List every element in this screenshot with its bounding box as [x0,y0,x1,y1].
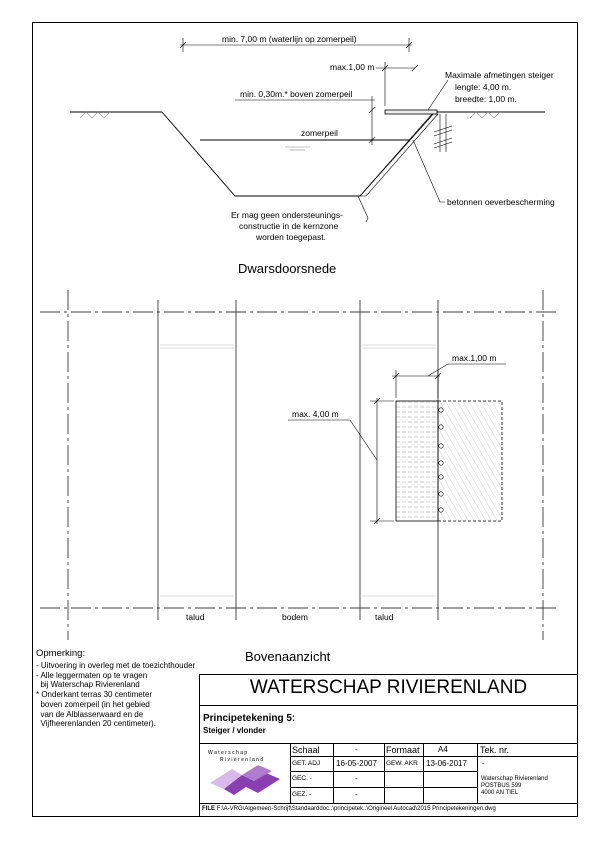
dim-min7-label: min. 7,00 m (waterlijn op zomerpeil) [222,34,357,44]
pile-symbol [434,114,452,152]
remark-line: van de Alblasserwaard en de [36,709,144,719]
address-line: 4000 AN TIEL [481,790,519,796]
kernzone-line1: Er mag geen ondersteunings- [231,210,343,220]
gez-label: GEZ. - [292,791,312,798]
remark-line: boven zomerpeil (in het gebied [36,699,150,709]
talud-left-label: talud [186,612,205,622]
schaal-label: Schaal [292,745,320,755]
gec-label: GEC. - [292,775,312,782]
remarks-block [36,661,195,729]
note-max-leader [428,80,448,110]
dim-max1-top [376,62,418,106]
jetty-deck [385,110,437,114]
file-label: FILE [202,806,215,812]
org-name: WATERSCHAP RIVIERENLAND [249,677,528,698]
jetty-plan-right [438,401,502,521]
bodem-label: bodem [282,612,308,622]
remarks-title: Opmerking: [36,648,86,659]
remark-line: bij Waterschap Rivierenland [36,680,140,690]
note-max-length: lengte: 4,00 m. [455,82,512,92]
gec-value: - [355,774,358,783]
betonnen-label: betonnen oeverbescherming [447,197,555,207]
dim-max4-label: max. 4,00 m [292,409,339,419]
dim-max1-plan-label: max.1,00 m [452,353,497,363]
kernzone-line3: worden toegepast. [256,232,326,242]
logo-text-2: R i v i e r e n l a n d [220,757,264,763]
remark-line: * Onderkant terras 30 centimeter [36,690,153,700]
address-block [481,776,548,797]
kernzone-line2: constructie in de kernzone [239,221,339,231]
dwarsdoorsnede-title: Dwarsdoorsnede [238,261,337,276]
get-date: 16-05-2007 [336,759,377,768]
dim-max1-plan [392,364,506,398]
kernzone-leader [358,196,368,222]
note-max-width: breedte: 1,00 m. [455,94,517,104]
logo-text-1: W a t e r s c h a p [208,750,248,756]
zomerpeil-label: zomerpeil [301,128,338,138]
dim-max1-top-label: max.1,00 m [330,62,375,72]
plan-light-bands [160,345,436,596]
title-block [199,674,578,817]
gew-label: GEW. AKR [386,760,418,767]
drawing-subtitle: Steiger / vlonder [203,726,266,735]
ground-profile [70,112,545,196]
gez-value: - [355,790,358,799]
drawing-title: Principetekening 5: [203,713,296,724]
file-row [202,806,496,812]
address-line: POSTBUS 599 [481,783,522,789]
jetty-plan-left [396,401,438,521]
talud-right-label: talud [375,612,394,622]
formaat-label: Formaat [386,745,420,755]
remark-line: - Alle leggermaten op te vragen [36,670,148,680]
gew-extra: - [482,759,485,768]
remark-line: - Uitvoering in overleg met de toezichthouder [36,661,196,670]
teknr-label: Tek. nr. [480,745,510,755]
get-label: GET. ADJ [292,760,321,767]
bovenaanzicht-title: Bovenaanzicht [245,649,331,664]
waterschap-logo [202,745,288,801]
note-max-title: Maximale afmetingen steiger [445,70,554,80]
gew-date: 13-06-2017 [426,759,467,768]
remark-line: Vijfheerenlanden 20 centimeter). [36,719,156,729]
formaat-value: A4 [438,745,448,754]
dim-min030-label: min. 0,30m.* boven zomerpeil [240,89,353,99]
file-path: F:\A-VRG\Algemeen-Schrijf\Standaarddoc..\principetek..\Origineel Autocad\2015 Principetekeningen.dwg [216,806,496,812]
schaal-value: - [355,745,358,754]
address-line: Waterschap Rivierenland [481,776,548,782]
